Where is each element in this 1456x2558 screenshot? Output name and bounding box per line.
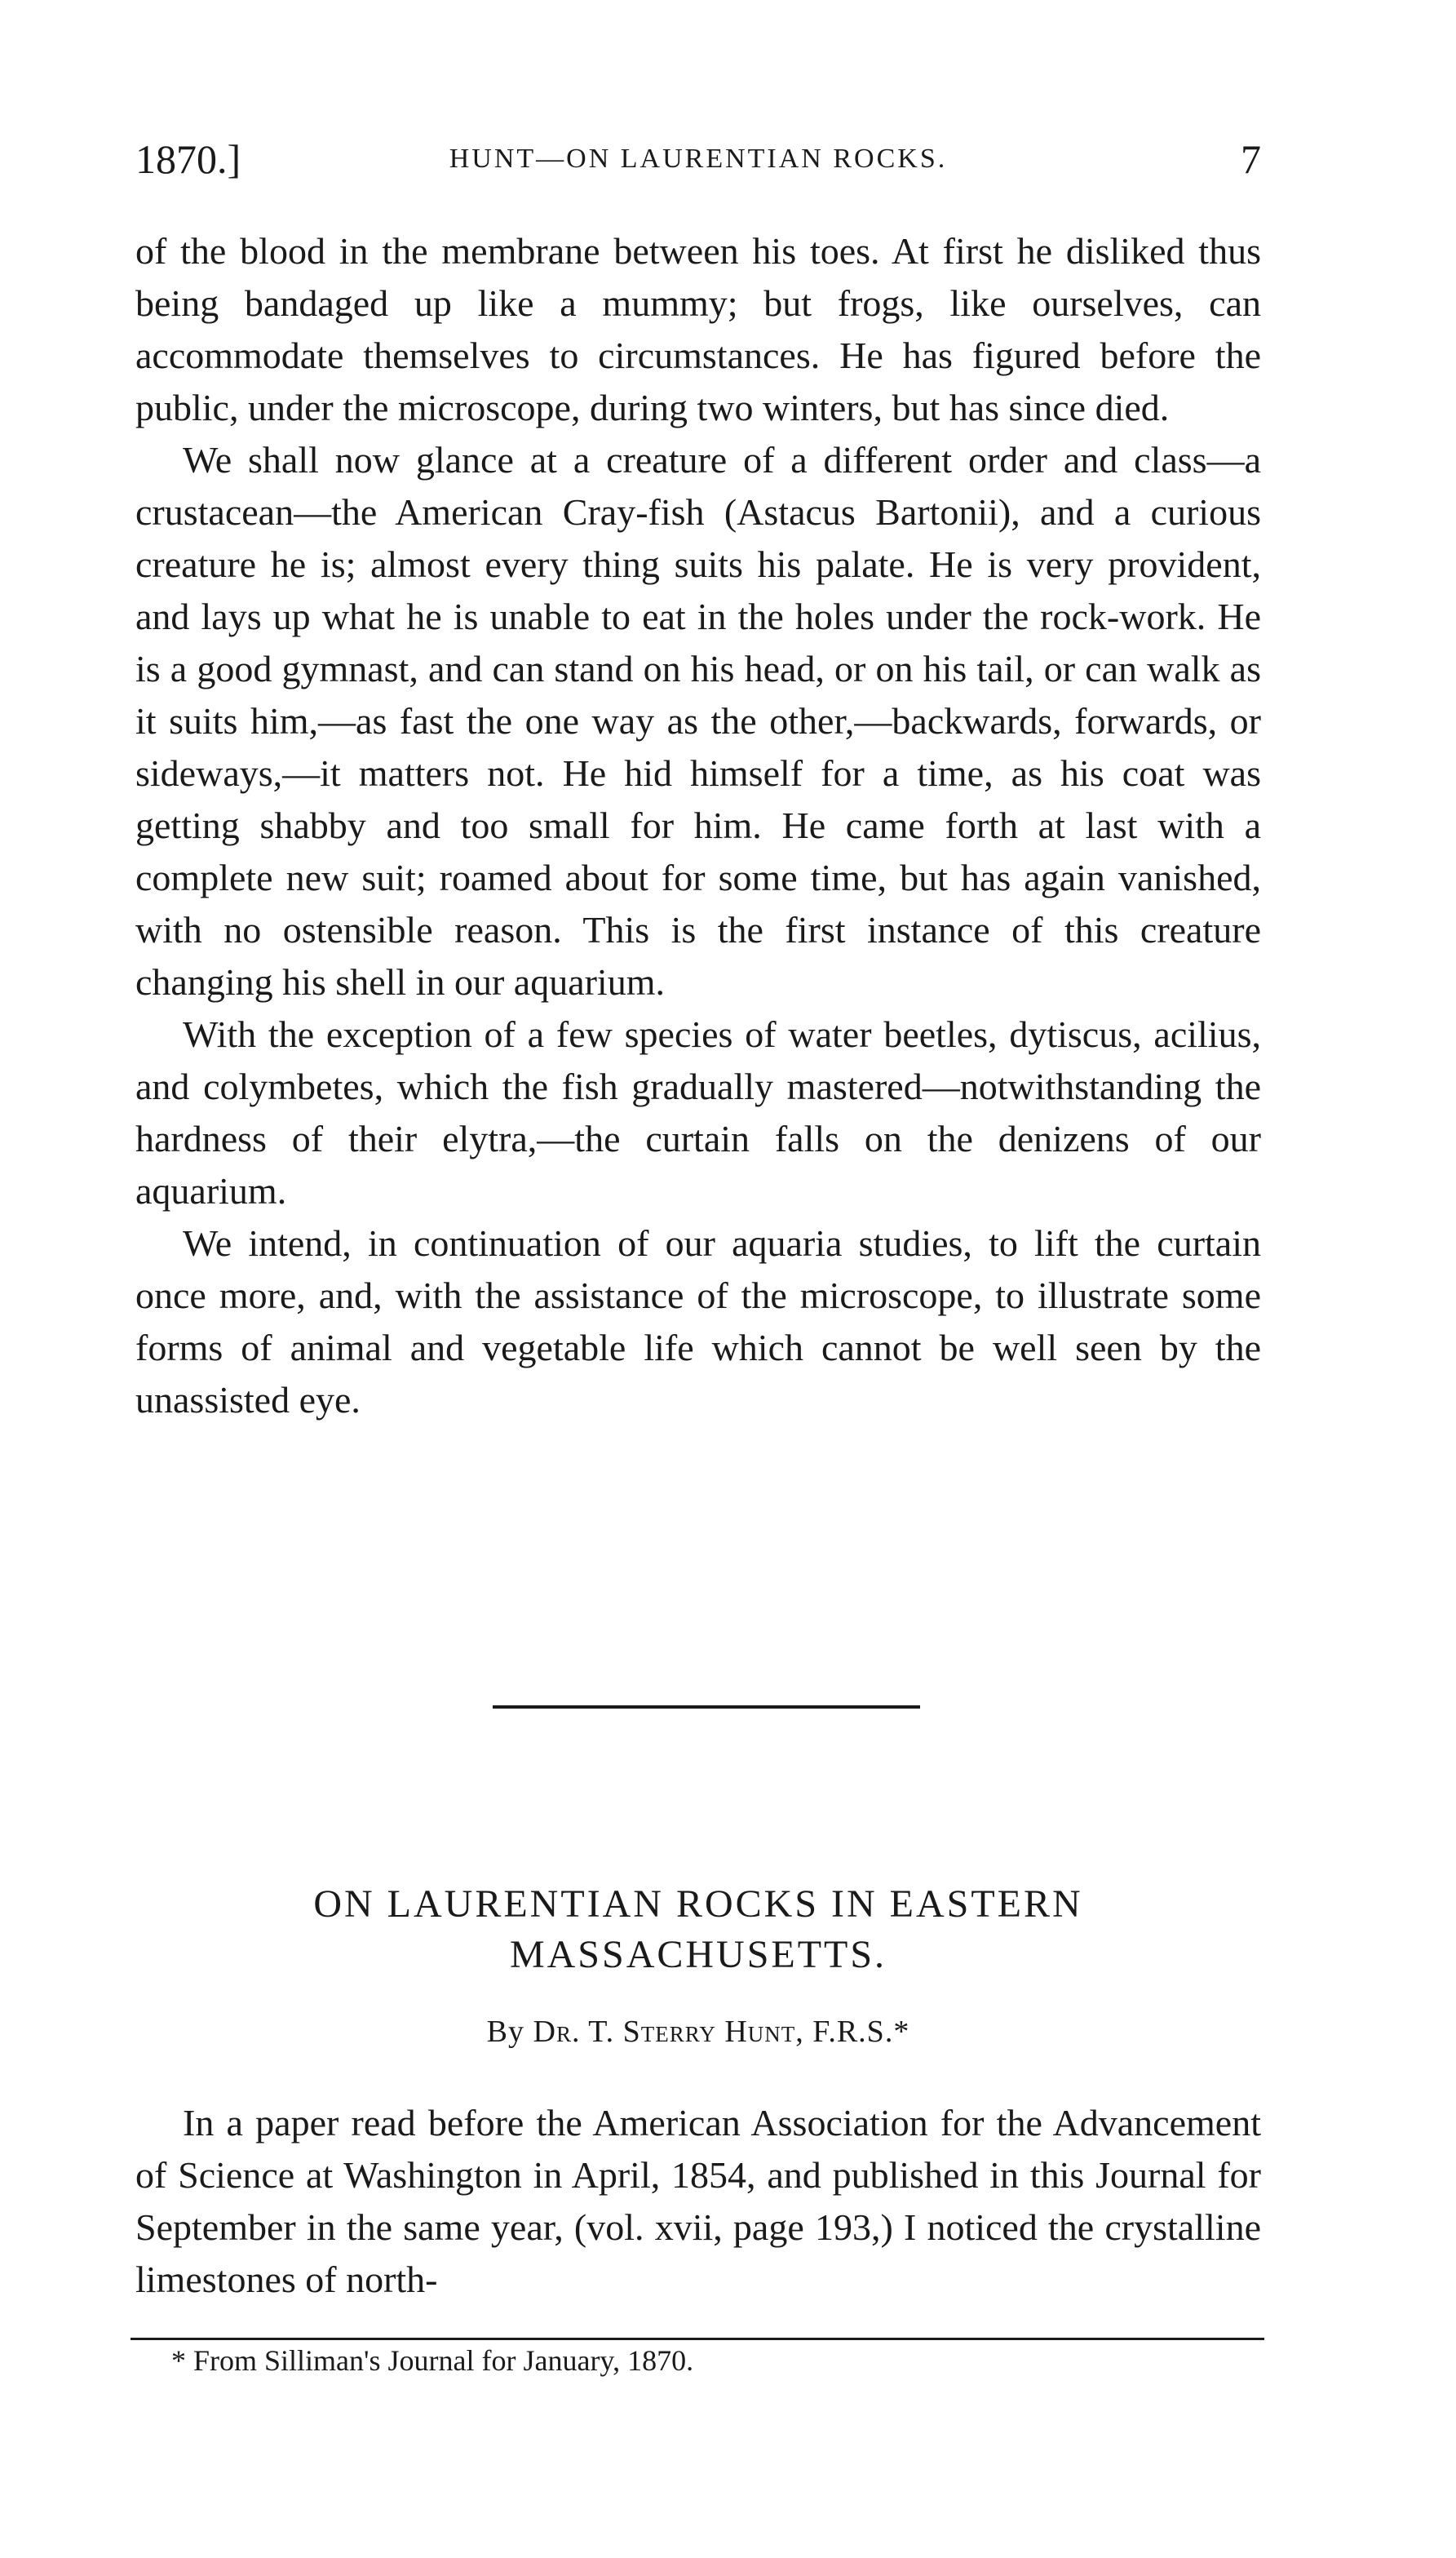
article-intro	[135, 2097, 1261, 2306]
footnote-rule	[131, 2338, 1264, 2340]
article-title: ON LAURENTIAN ROCKS IN EASTERN MASSACHUSETTS.	[313, 1882, 1083, 1976]
article-continuation	[135, 225, 1261, 1426]
byline	[135, 2014, 1261, 2050]
running-head-year: 1870.]	[135, 136, 241, 182]
byline-prefix: By	[486, 2015, 525, 2049]
paragraph-3: With the exception of a few species of water beetles, dytiscus, acilius, and colymbetes, which the fish gradually mastered—notwithstanding the hardness of their elytra,—the curtain falls on the denizens of our aquarium.	[135, 1013, 1261, 1212]
paragraph-2: We shall now glance at a creature of a different order and class—a crustacean—the American Cray-fish (Astacus Bartonii), and a curious creature he is; almost every thing suits his palate. He is very provident, and lays up what he is unable to eat in the holes under the rock-work. He is a good gymnast, and can stand on his head, or on his tail, or can walk as it suits him,—as fast the one way as the other,—backwards, forwards, or sideways,—it matters not. He hid himself for a time, as his coat was getting shabby and too small for him. He came forth at last with a complete new suit; roamed about for some time, but has again vanished, with no ostensible reason. This is the first instance of this creature changing his shell in our aquarium.	[135, 439, 1261, 1003]
paragraph-4: We intend, in continuation of our aquaria studies, to lift the curtain once more, and, with the assistance of the microscope, to illustrate some forms of animal and vegetable life which cannot be well seen by the unassisted eye.	[135, 1222, 1261, 1421]
page-number: 7	[1241, 136, 1261, 182]
byline-author: Dr. T. Sterry Hunt, F.R.S.*	[533, 2015, 910, 2049]
running-head-title: HUNT—ON LAURENTIAN ROCKS.	[449, 144, 948, 174]
intro-paragraph: In a paper read before the American Association for the Advancement of Science at Washington in April, 1854, and published in this Journal for September in the same year, (vol. xvii, page 193,) I noticed the crystalline limestones of north-	[135, 2102, 1261, 2300]
footnote: * From Silliman's Journal for January, 1870.	[171, 2344, 694, 2377]
running-head	[135, 135, 1261, 184]
section-divider	[493, 1705, 920, 1709]
paragraph-1: of the blood in the membrane between his toes. At first he disliked thus being bandaged up like a mummy; but frogs, like ourselves, can accommodate themselves to circumstances. He has figured before the public, under the microscope, during two winters, but has since died.	[135, 230, 1261, 428]
